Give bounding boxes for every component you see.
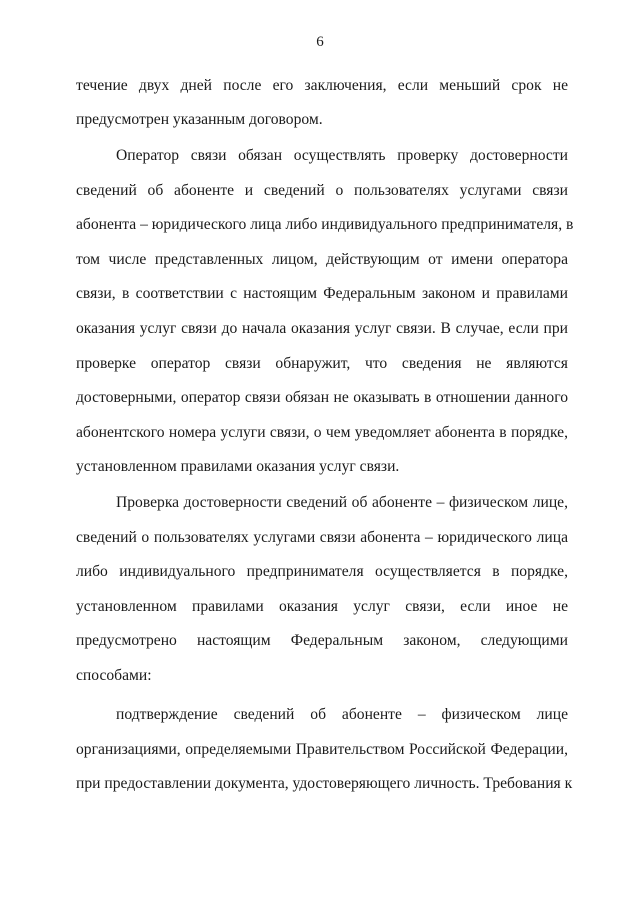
text-line: либо индивидуального предпринимателя осуществляется в порядке, bbox=[76, 563, 568, 580]
text-line: достоверными, оператор связи обязан не оказывать в отношении данного bbox=[76, 389, 568, 406]
text-line: установленном правилами оказания услуг связи, если иное не bbox=[76, 598, 568, 615]
text-line: том числе представленных лицом, действующим от имени оператора bbox=[76, 251, 568, 268]
text-line: оказания услуг связи до начала оказания услуг связи. В случае, если при bbox=[76, 320, 568, 337]
text-line: при предоставлении документа, удостоверяющего личность. Требования к bbox=[76, 775, 573, 792]
text-line: Оператор связи обязан осуществлять проверку достоверности bbox=[116, 147, 568, 164]
text-line: Проверка достоверности сведений об абоненте – физическом лице, bbox=[116, 494, 568, 511]
text-line: установленном правилами оказания услуг связи. bbox=[76, 458, 400, 475]
text-line: подтверждение сведений об абоненте – физическом лице bbox=[116, 706, 568, 723]
text-line: предусмотрен указанным договором. bbox=[76, 111, 323, 128]
text-line: связи, в соответствии с настоящим Федеральным законом и правилами bbox=[76, 285, 568, 302]
text-line: организациями, определяемыми Правительством Российской Федерации, bbox=[76, 741, 568, 758]
text-line: способами: bbox=[76, 667, 152, 684]
text-line: абонентского номера услуги связи, о чем уведомляет абонента в порядке, bbox=[76, 424, 568, 441]
text-line: течение двух дней после его заключения, если меньший срок не bbox=[76, 77, 568, 94]
text-line: сведений о пользователях услугами связи абонента – юридического лица bbox=[76, 529, 568, 546]
text-line: сведений об абоненте и сведений о пользователях услугами связи bbox=[76, 182, 568, 199]
page-number: 6 bbox=[316, 34, 324, 50]
text-line: проверке оператор связи обнаружит, что сведения не являются bbox=[76, 355, 568, 372]
text-line: абонента – юридического лица либо индивидуального предпринимателя, в bbox=[76, 216, 574, 233]
text-line: предусмотрено настоящим Федеральным законом, следующими bbox=[76, 632, 568, 649]
